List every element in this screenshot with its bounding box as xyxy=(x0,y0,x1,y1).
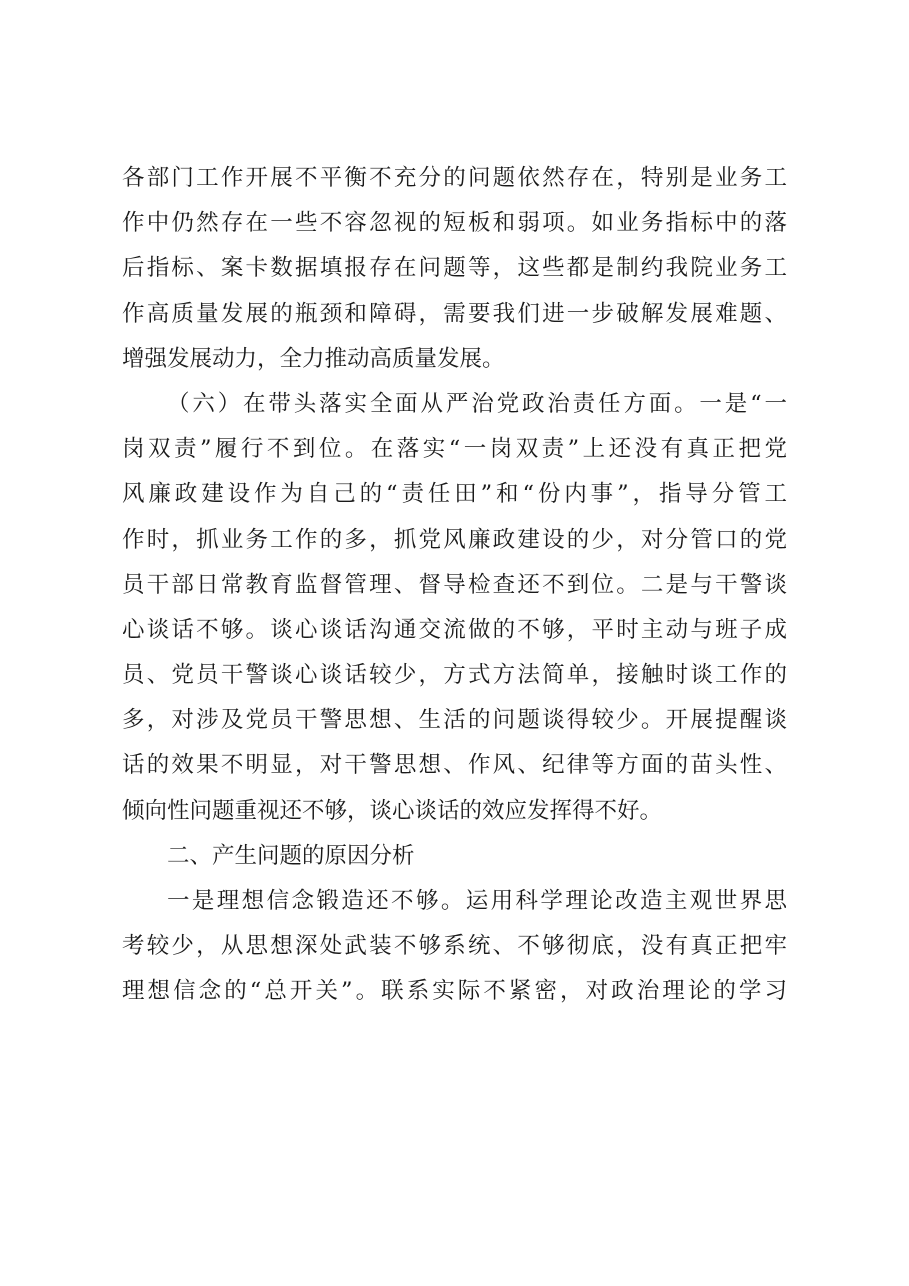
text-line: 考较少，从思想深处武装不够系统、不够彻底，没有真正把牢 xyxy=(122,933,787,960)
document-body xyxy=(122,156,787,1015)
text-line: 心谈话不够。谈心谈话沟通交流做的不够，平时主动与班子成 xyxy=(122,616,787,643)
text-line: 岗双责”履行不到位。在落实“一岗双责”上还没有真正把党 xyxy=(122,436,787,463)
text-line: 增强发展动力，全力推动高质量发展。 xyxy=(122,345,505,372)
text-line: 员、党员干警谈心谈话较少，方式方法简单，接触时谈工作的 xyxy=(122,662,787,689)
section-six-heading-line: （六）在带头落实全面从严治党政治责任方面。一是“一 xyxy=(167,390,787,417)
text-line: 风廉政建设作为自己的“责任田”和“份内事”，指导分管工 xyxy=(122,481,787,508)
text-line: 作中仍然存在一些不容忽视的短板和弱项。如业务指标中的落 xyxy=(122,210,787,237)
text-line: 各部门工作开展不平衡不充分的问题依然存在，特别是业务工 xyxy=(122,165,787,191)
text-line: 后指标、案卡数据填报存在问题等，这些都是制约我院业务工 xyxy=(122,255,787,282)
text-line: 多，对涉及党员干警思想、生活的问题谈得较少。开展提醒谈 xyxy=(122,707,787,734)
text-line: 作高质量发展的瓶颈和障碍，需要我们进一步破解发展难题、 xyxy=(122,300,787,327)
section-heading: 二、产生问题的原因分析 xyxy=(167,842,415,869)
text-line: 倾向性问题重视还不够，谈心谈话的效应发挥得不好。 xyxy=(122,797,663,824)
text-line: 话的效果不明显，对干警思想、作风、纪律等方面的苗头性、 xyxy=(122,752,787,779)
text-line: 作时，抓业务工作的多，抓党风廉政建设的少，对分管口的党 xyxy=(122,526,787,553)
text-line: 员干部日常教育监督管理、督导检查还不到位。二是与干警谈 xyxy=(122,571,787,598)
text-line: 理想信念的“总开关”。联系实际不紧密，对政治理论的学习 xyxy=(122,978,787,1005)
text-line: 一是理想信念锻造还不够。运用科学理论改造主观世界思 xyxy=(167,888,787,914)
